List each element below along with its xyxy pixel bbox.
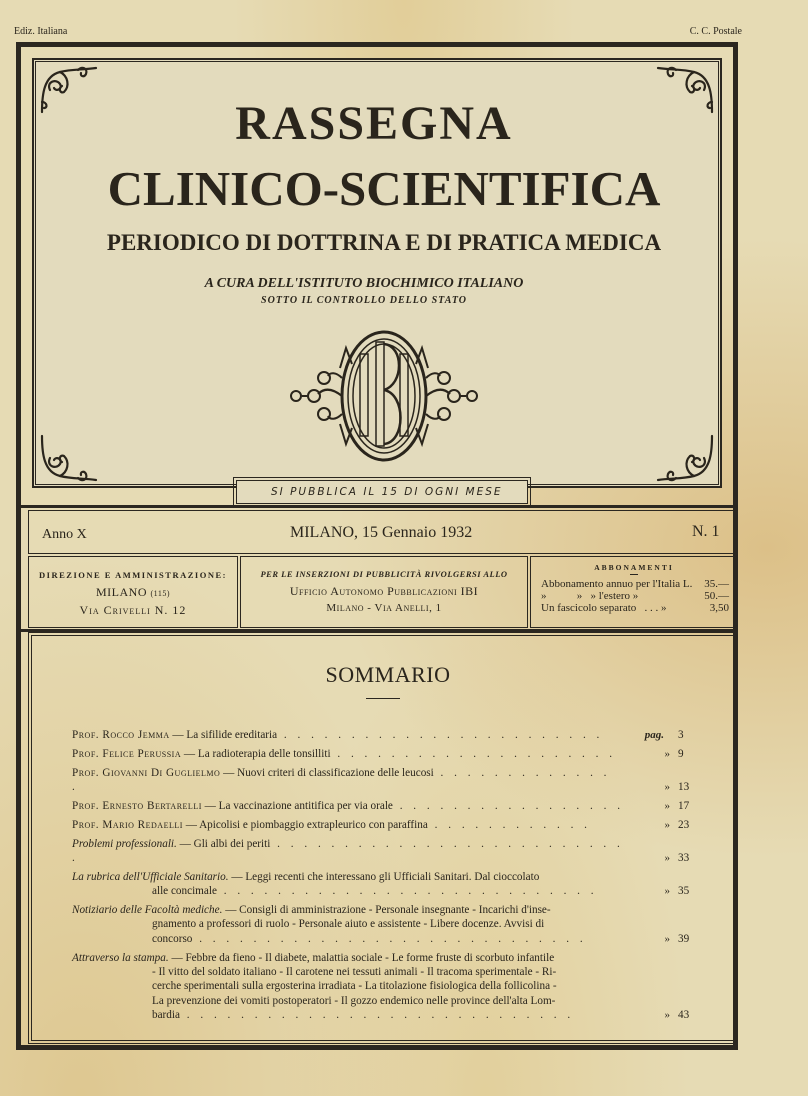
toc-leader-dots: . . . . . . . . . . . . . . . . . . . . . . . . . . . .	[216, 885, 598, 898]
toc-entry[interactable]	[72, 837, 704, 866]
toc-continuation: alle concimale	[152, 885, 217, 898]
ads-box	[240, 556, 528, 628]
direction-box	[28, 556, 238, 628]
subscription-label: » » » l'estero »	[541, 590, 639, 602]
toc-author: Prof. Ernesto Bertarelli	[72, 799, 202, 812]
edition-label: Ediz. Italiana	[14, 26, 68, 37]
toc-article-title: — La sifilide ereditaria	[169, 729, 278, 741]
subscription-row	[531, 602, 737, 614]
toc-page-number: 43	[678, 1008, 690, 1021]
subscription-price: 3,50	[709, 602, 729, 614]
toc-page-marker: »	[664, 932, 670, 945]
toc-leader-dots: . . . . . . . . . . . . . .	[72, 766, 611, 794]
subscription-row	[531, 578, 737, 590]
subscription-label: Un fascicolo separato . . . »	[541, 602, 667, 614]
toc-article-title: — Apicolisi e piombaggio extrapleurico con paraffina	[182, 818, 428, 831]
ads-heading: PER LE INSERZIONI DI PUBBLICITÀ RIVOLGERSI ALLO	[260, 569, 508, 579]
toc-page-number: 13	[678, 781, 690, 794]
divider	[20, 505, 738, 508]
toc-page-number: 23	[678, 818, 690, 831]
toc-section: La rubrica dell'Ufficiale Sanitario.	[72, 870, 229, 883]
toc-page-number: 33	[678, 852, 690, 865]
subscriptions-box	[530, 556, 738, 628]
toc-article-title: — Leggi recenti che interessano gli Ufficiali Sanitari. Dal cioccolato	[228, 870, 540, 883]
subscription-price: 50.—	[704, 590, 729, 602]
toc-author: Prof. Mario Redaelli	[72, 818, 183, 831]
ads-address: Milano - Via Anelli, 1	[326, 602, 442, 614]
toc-continuation: concorso	[152, 932, 193, 945]
toc-section: Problemi professionali.	[72, 837, 177, 850]
subscription-price: 35.—	[704, 578, 729, 590]
issue-place-date: MILANO, 15 Gennaio 1932	[290, 524, 473, 541]
toc-continuation: - Il vitto del soldato italiano - Il carotene nei tessuti animali - Il tracoma sperimentale - Ri-	[152, 965, 557, 978]
toc-section: Notiziario delle Facoltà mediche.	[72, 904, 223, 917]
subscription-row	[531, 590, 737, 602]
toc-page-marker: »	[664, 747, 670, 760]
toc-entry[interactable]	[72, 799, 704, 813]
direction-city-line	[29, 585, 237, 600]
toc-page-number: 39	[678, 932, 690, 945]
toc-entry[interactable]	[72, 766, 704, 795]
direction-heading: DIREZIONE E AMMINISTRAZIONE:	[39, 570, 227, 580]
toc-author: Prof. Felice Perussia	[72, 747, 182, 760]
toc-page-number: 3	[678, 729, 684, 741]
ads-office: Ufficio Autonomo Pubblicazioni IBI	[289, 584, 479, 598]
toc-leader-dots: . . . . . . . . . . . . . . . . . . . . . . . . . . .	[72, 837, 624, 865]
toc-leader-dots: . . . . . . . . . . . .	[427, 818, 591, 831]
issue-number: N. 1	[692, 523, 720, 540]
toc-page-marker: »	[664, 818, 670, 831]
toc-continuation: cerche sperimentali sulla ergosterina irradiata - La titolazione fisiologica della follicolina -	[152, 980, 557, 993]
curated-by: A CURA DELL'ISTITUTO BIOCHIMICO ITALIANO	[204, 276, 524, 291]
table-of-contents	[72, 728, 704, 1027]
toc-entry[interactable]	[72, 728, 704, 742]
postal-label: C. C. Postale	[689, 26, 742, 37]
toc-article-title: — Gli albi dei periti	[176, 837, 271, 850]
toc-article-title: — La radioterapia delle tonsilliti	[181, 747, 331, 760]
toc-article-title: — La vaccinazione antitifica per via orale	[201, 799, 393, 812]
corner-ornament-icon	[652, 432, 716, 484]
toc-page-marker: pag.	[644, 729, 664, 741]
toc-entry[interactable]	[72, 870, 704, 899]
toc-section: Attraverso la stampa.	[72, 951, 169, 964]
toc-author: Prof. Rocco Jemma	[72, 729, 170, 741]
masthead-title-line2: CLINICO-SCIENTIFICA	[107, 161, 661, 216]
direction-postcode: (115)	[150, 589, 171, 598]
toc-author: Prof. Giovanni Di Guglielmo	[72, 766, 221, 779]
toc-leader-dots: . . . . . . . . . . . . . . . . . . . . . . . . . . . . .	[179, 1008, 575, 1021]
toc-leader-dots: . . . . . . . . . . . . . . . . .	[392, 799, 624, 812]
toc-article-title: — Febbre da fieno - Il diabete, malattia sociale - Le forme fruste di scorbuto infantile	[168, 951, 555, 964]
toc-page-number: 9	[678, 747, 684, 760]
toc-leader-dots: . . . . . . . . . . . . . . . . . . . . . . . .	[277, 729, 604, 741]
masthead-title-line1: RASSEGNA	[235, 97, 513, 150]
toc-page-number: 17	[678, 799, 690, 812]
toc-page-marker: »	[664, 885, 670, 898]
toc-continuation: bardia	[152, 1008, 180, 1021]
toc-continuation: gnamento a professori di ruolo - Personale aiuto e assistente - Libere docenze. Avvisi di	[152, 918, 545, 931]
toc-entry[interactable]	[72, 903, 704, 946]
toc-leader-dots: . . . . . . . . . . . . . . . . . . . . .	[330, 747, 617, 760]
toc-leader-dots: . . . . . . . . . . . . . . . . . . . . . . . . . . . . .	[192, 932, 587, 945]
direction-address: Via Crivelli N. 12	[79, 603, 187, 617]
corner-ornament-icon	[38, 432, 102, 484]
toc-page-marker: »	[664, 852, 670, 865]
subscriptions-heading: ABBONAMENTI	[594, 563, 674, 572]
toc-entry[interactable]	[72, 747, 704, 761]
toc-page-number: 35	[678, 885, 690, 898]
state-control-note: SOTTO IL CONTROLLO DELLO STATO	[261, 295, 467, 306]
toc-page-marker: »	[664, 781, 670, 794]
publication-frequency-note: SI PUBBLICA IL 15 DI OGNI MESE	[236, 480, 528, 504]
subscription-label: Abbonamento annuo per l'Italia L.	[541, 578, 693, 590]
toc-page-marker: »	[664, 1008, 670, 1021]
toc-article-title: — Consigli di amministrazione - Personale insegnante - Incarichi d'inse-	[222, 904, 551, 917]
toc-page-marker: »	[664, 799, 670, 812]
ibi-monogram-logo-icon	[280, 328, 488, 464]
direction-city: MILANO	[95, 585, 147, 599]
summary-title-rule	[366, 698, 400, 699]
issue-year: Anno X	[42, 527, 87, 542]
masthead-subtitle: PERIODICO DI DOTTRINA E DI PRATICA MEDICA	[106, 230, 662, 255]
toc-entry[interactable]	[72, 818, 704, 832]
toc-continuation: La prevenzione dei vomiti postoperatori - Il gozzo endemico nelle province dell'alta Lom-	[152, 994, 556, 1007]
subscriptions-rule	[630, 574, 638, 575]
summary-title: SOMMARIO	[325, 662, 451, 687]
toc-article-title: — Nuovi criteri di classificazione delle leucosi	[220, 766, 434, 779]
toc-entry[interactable]	[72, 951, 704, 1022]
